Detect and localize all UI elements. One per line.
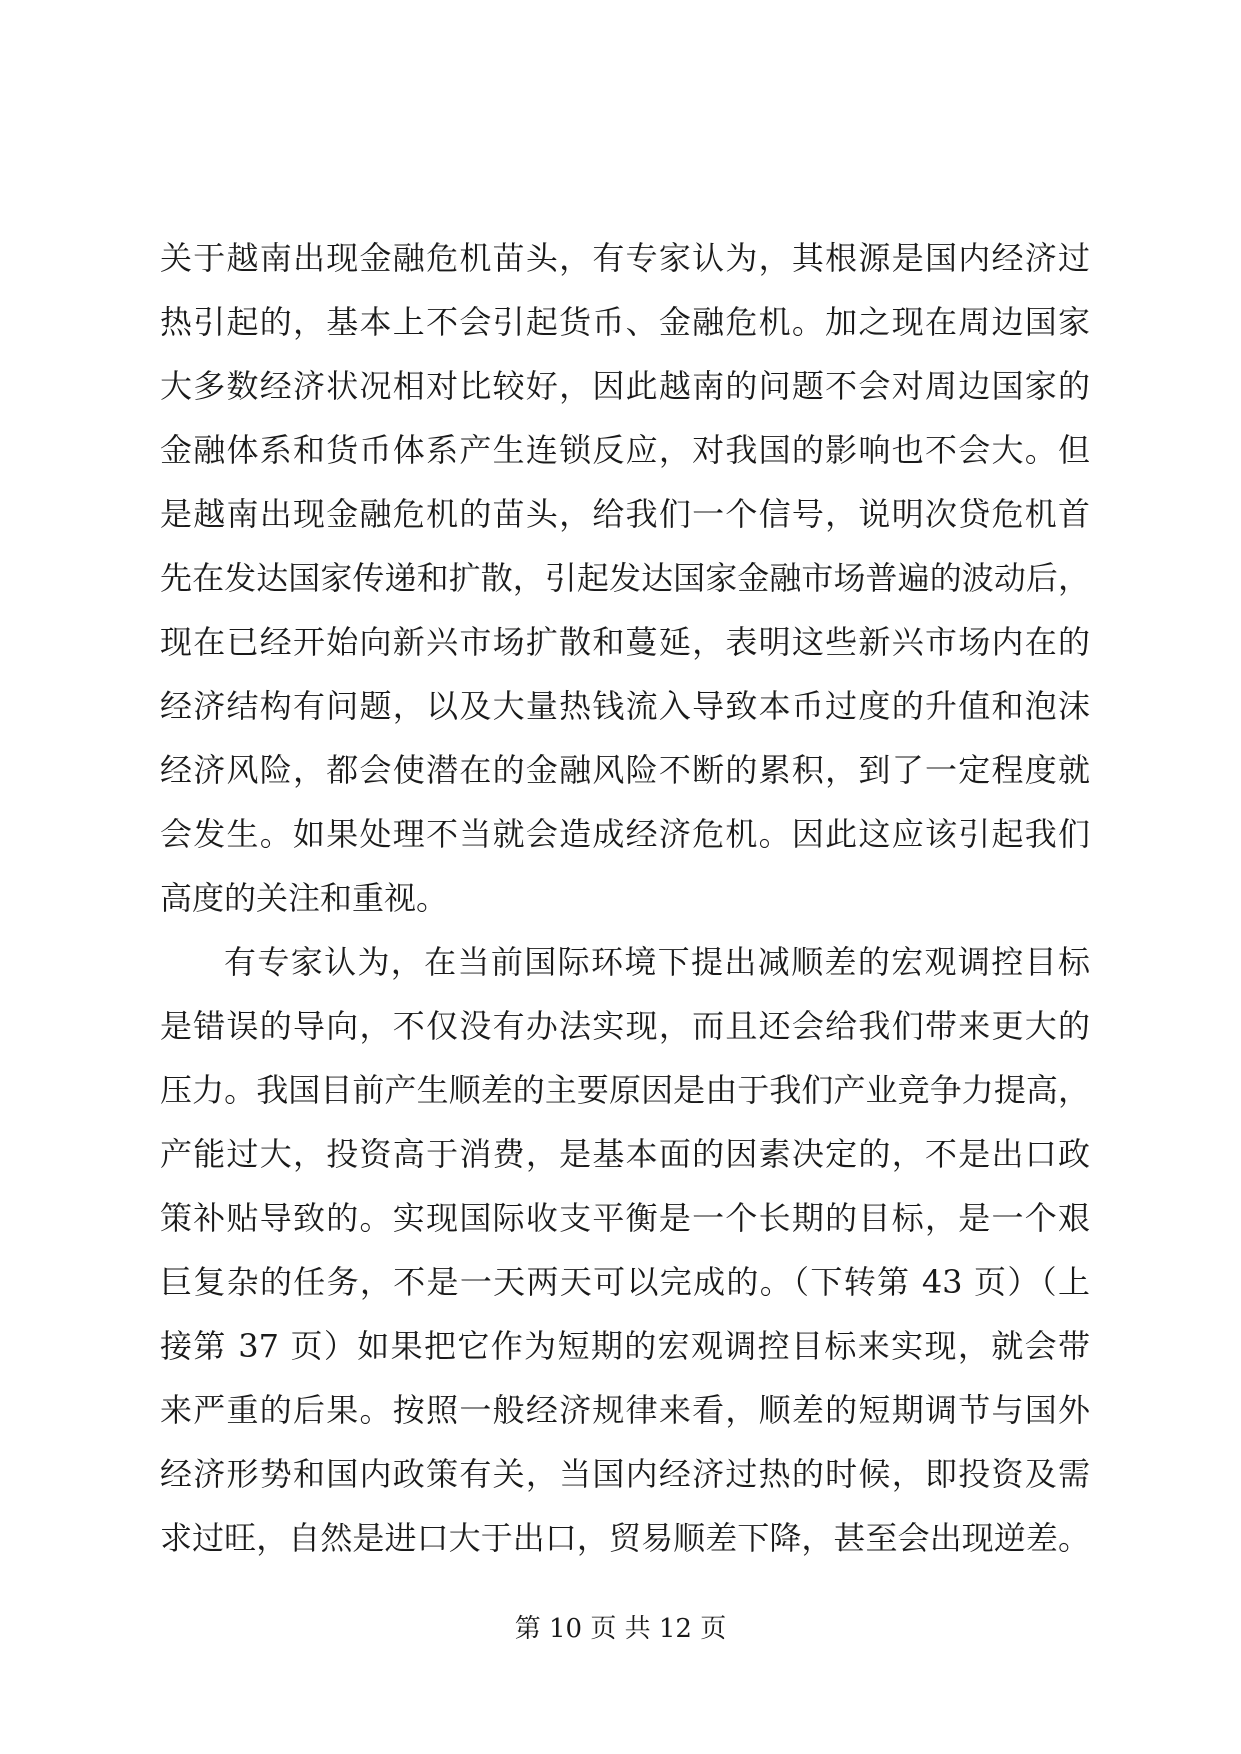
document-body — [160, 226, 1090, 1570]
text-line: 产能过大，投资高于消费，是基本面的因素决定的，不是出口政 — [160, 1135, 1090, 1173]
text-line: 求过旺，自然是进口大于出口，贸易顺差下降，甚至会出现逆差。 — [160, 1519, 1090, 1557]
paragraph-1 — [160, 226, 1090, 930]
text-line: 接第 37 页）如果把它作为短期的宏观调控目标来实现，就会带 — [160, 1327, 1090, 1365]
text-line: 压力。我国目前产生顺差的主要原因是由于我们产业竞争力提高， — [160, 1071, 1090, 1109]
text-line: 大多数经济状况相对比较好，因此越南的问题不会对周边国家的 — [160, 367, 1090, 405]
text-line: 热引起的，基本上不会引起货币、金融危机。加之现在周边国家 — [160, 303, 1090, 341]
text-line: 现在已经开始向新兴市场扩散和蔓延，表明这些新兴市场内在的 — [160, 623, 1090, 661]
text-line: 经济结构有问题，以及大量热钱流入导致本币过度的升值和泡沫 — [160, 687, 1090, 725]
text-line: 关于越南出现金融危机苗头，有专家认为，其根源是国内经济过 — [160, 239, 1090, 277]
text-line: 高度的关注和重视。 — [160, 879, 449, 917]
text-line: 会发生。如果处理不当就会造成经济危机。因此这应该引起我们 — [160, 815, 1090, 853]
text-line: 巨复杂的任务，不是一天两天可以完成的。（下转第 43 页）（上 — [160, 1263, 1090, 1301]
paragraph-2 — [160, 930, 1090, 1570]
text-line: 是越南出现金融危机的苗头，给我们一个信号，说明次贷危机首 — [160, 495, 1090, 533]
text-line: 金融体系和货币体系产生连锁反应，对我国的影响也不会大。但 — [160, 431, 1090, 469]
text-line: 来严重的后果。按照一般经济规律来看，顺差的短期调节与国外 — [160, 1391, 1090, 1429]
text-line: 先在发达国家传递和扩散，引起发达国家金融市场普遍的波动后， — [160, 559, 1090, 597]
text-line: 经济形势和国内政策有关，当国内经济过热的时候，即投资及需 — [160, 1455, 1090, 1493]
text-line: 有专家认为，在当前国际环境下提出减顺差的宏观调控目标 — [224, 943, 1090, 981]
text-line: 是错误的导向，不仅没有办法实现，而且还会给我们带来更大的 — [160, 1007, 1090, 1045]
page-number-footer: 第 10 页 共 12 页 — [514, 1614, 727, 1644]
text-line: 策补贴导致的。实现国际收支平衡是一个长期的目标，是一个艰 — [160, 1199, 1090, 1237]
text-line: 经济风险，都会使潜在的金融风险不断的累积，到了一定程度就 — [160, 751, 1090, 789]
